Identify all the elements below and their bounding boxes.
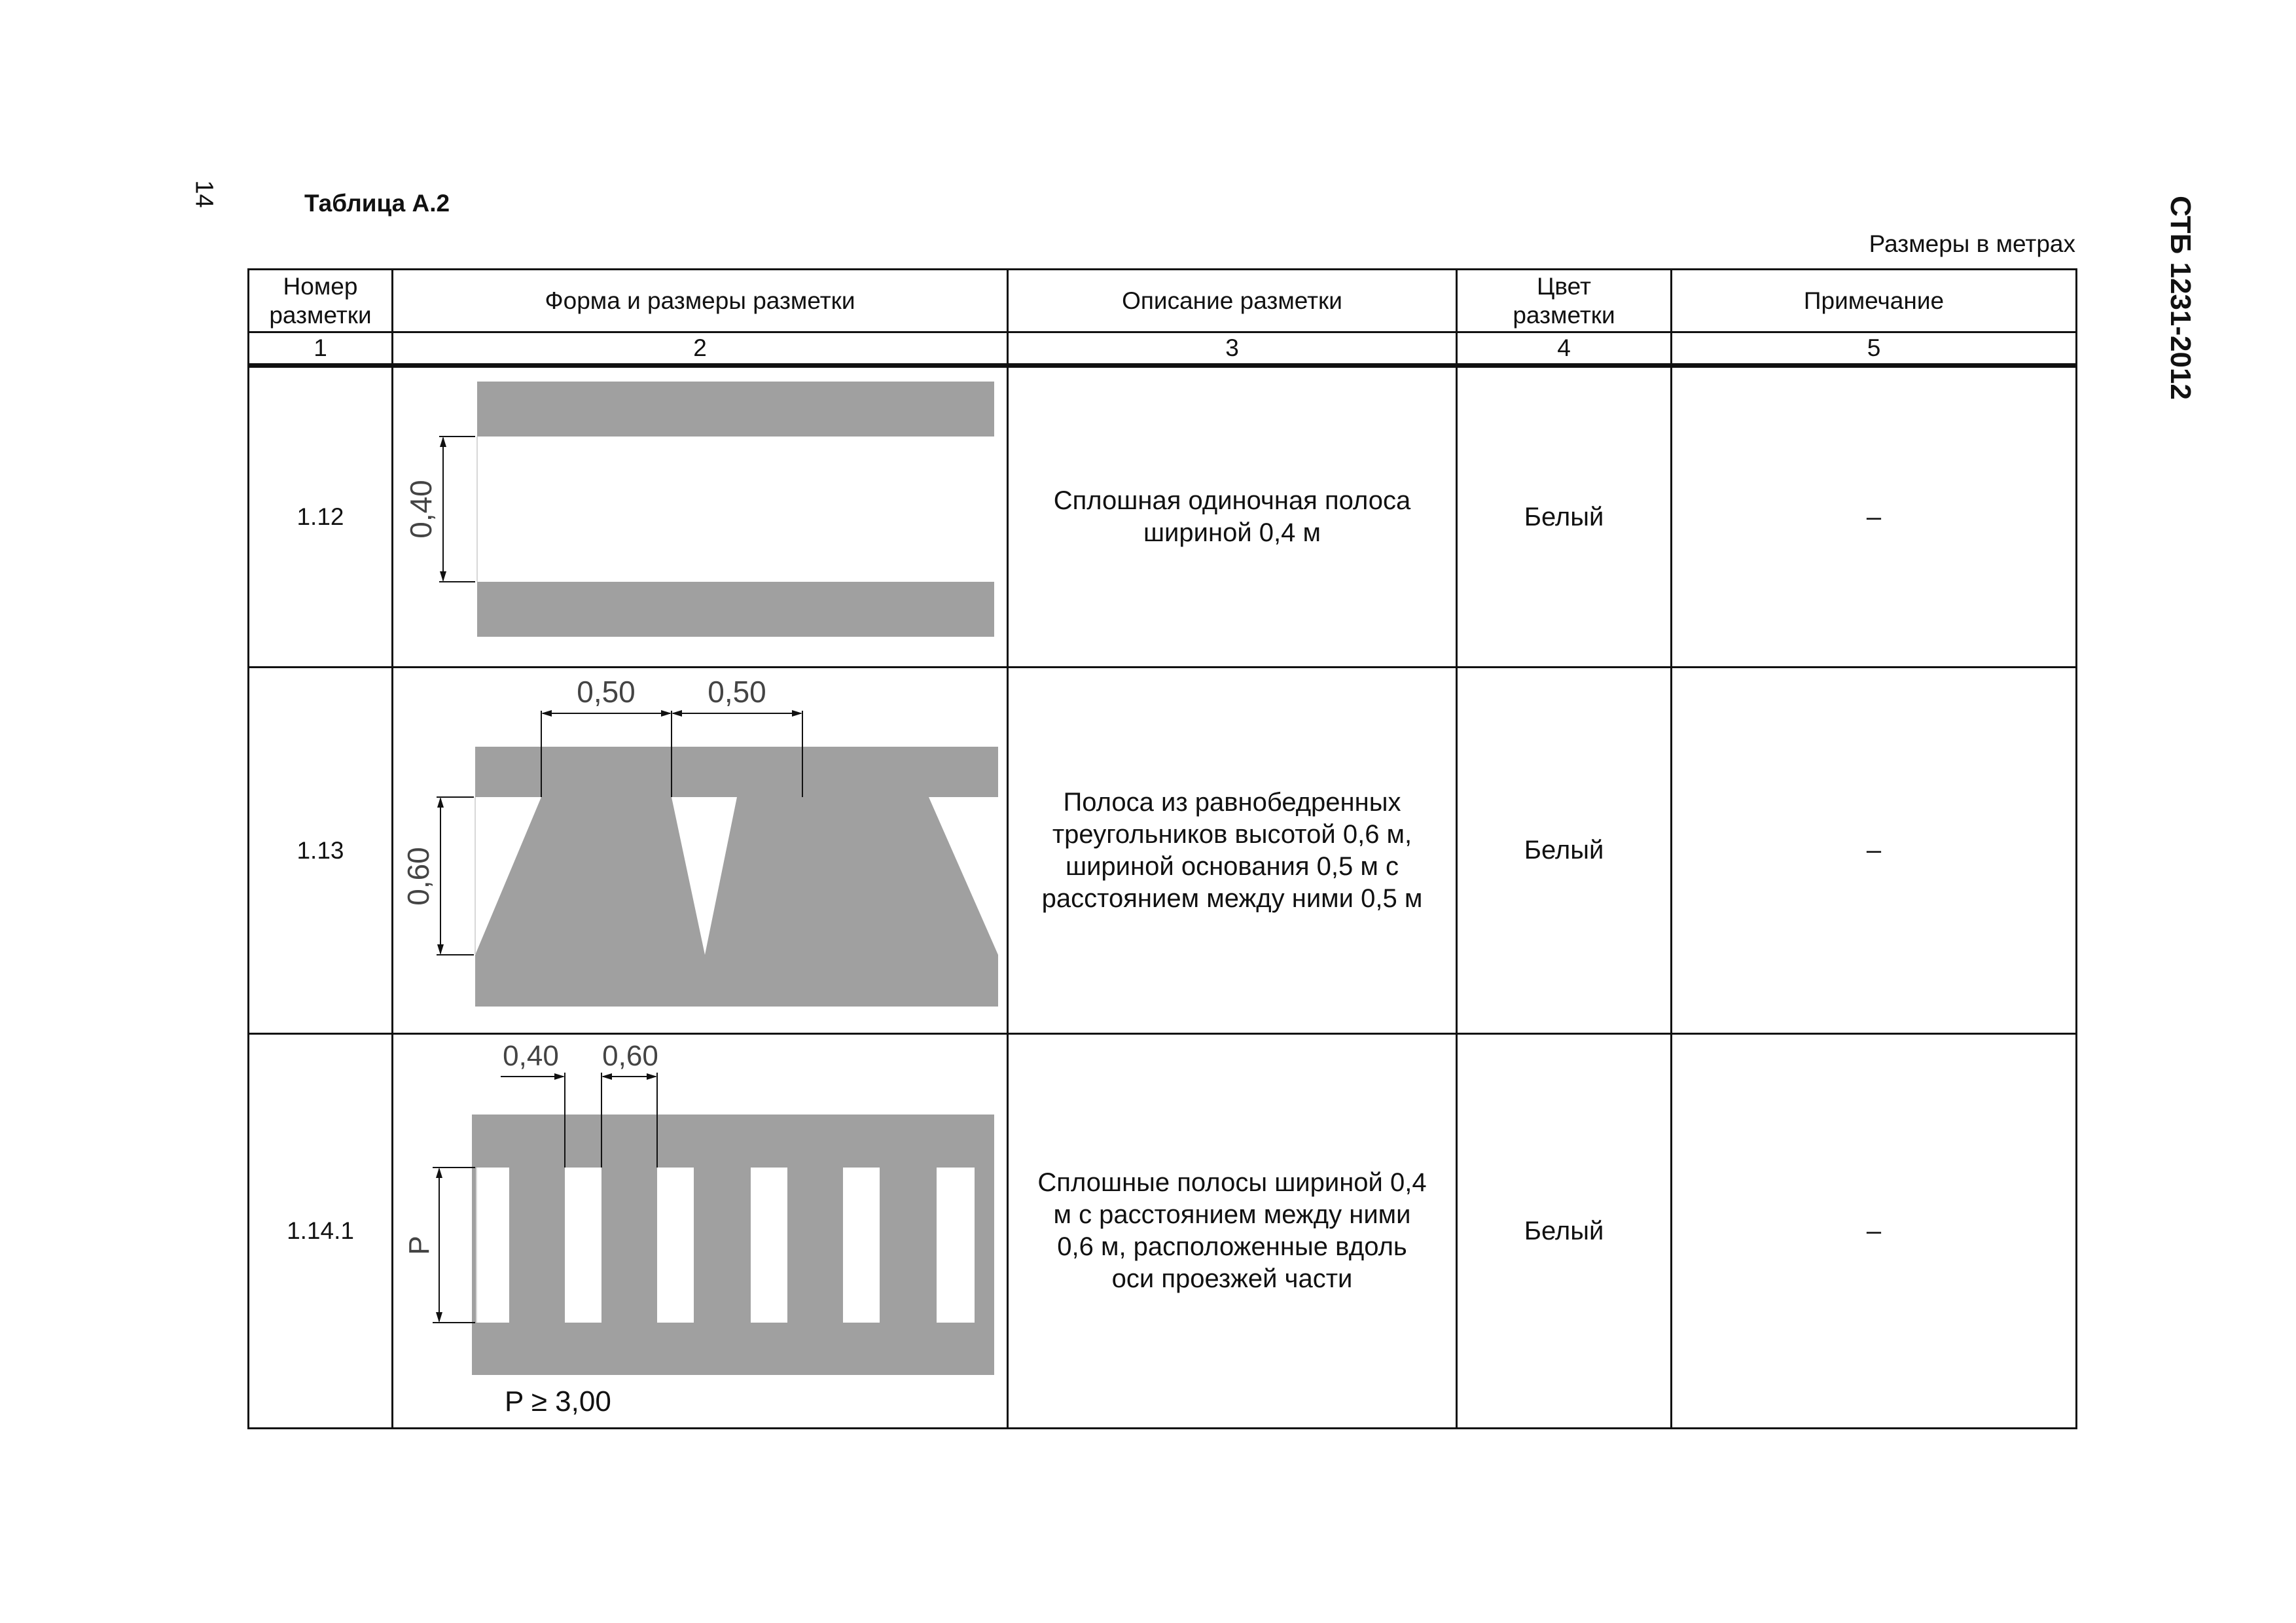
col-number: 4 xyxy=(1457,332,1672,366)
page-number: 14 xyxy=(190,180,218,208)
dimension-label: P xyxy=(403,1236,435,1255)
col-number: 5 xyxy=(1672,332,2077,366)
arrow-head xyxy=(541,710,552,717)
marking-table xyxy=(247,268,2077,1429)
marking-figure xyxy=(393,1034,1008,1429)
col-header-note: Примечание xyxy=(1672,270,2077,332)
marking-color: Белый xyxy=(1457,1034,1672,1429)
marking-figure xyxy=(393,668,1008,1034)
table-row xyxy=(249,1034,2077,1429)
road-band-top xyxy=(477,382,994,437)
dimension-label: 0,40 xyxy=(503,1040,559,1072)
marking-description: Сплошная одиночная полоса шириной 0,4 м xyxy=(1008,366,1457,668)
marking-number: 1.13 xyxy=(249,668,393,1034)
col-header-number: Номер разметки xyxy=(249,270,393,332)
marking-number: 1.14.1 xyxy=(249,1034,393,1429)
stripes-band xyxy=(472,1115,994,1375)
dimension-label: 0,50 xyxy=(577,675,636,709)
marking-number: 1.12 xyxy=(249,366,393,668)
col-header-color: Цвет разметки xyxy=(1457,270,1672,332)
single-line-figure xyxy=(393,368,1009,666)
arrow-head xyxy=(672,710,682,717)
marking-color: Белый xyxy=(1457,668,1672,1034)
arrow-head xyxy=(437,797,444,808)
arrow-head xyxy=(601,1073,612,1080)
dimension-label: 0,60 xyxy=(401,847,435,906)
marking-figure xyxy=(393,366,1008,668)
arrow-head xyxy=(436,1312,442,1323)
col-number: 2 xyxy=(393,332,1008,366)
col-number: 3 xyxy=(1008,332,1457,366)
arrow-head xyxy=(440,571,446,582)
arrow-head xyxy=(440,437,446,447)
arrow-head xyxy=(436,1168,442,1178)
marking-note: – xyxy=(1672,366,2077,668)
col-header-shape: Форма и размеры разметки xyxy=(393,270,1008,332)
table-row xyxy=(249,668,2077,1034)
arrow-head xyxy=(792,710,802,717)
table-row xyxy=(249,366,2077,668)
arrow-head xyxy=(437,944,444,955)
triangles-figure xyxy=(393,668,1009,1033)
table-title: Таблица А.2 xyxy=(304,190,450,217)
dimension-label: 0,40 xyxy=(404,480,438,539)
marking-description: Сплошные полосы шириной 0,4 м с расстоянием между ними 0,6 м, расположенные вдоль оси проезжей части xyxy=(1008,1034,1457,1429)
arrow-head xyxy=(661,710,672,717)
crossing-stripes-figure xyxy=(393,1035,1009,1427)
marking-note: – xyxy=(1672,1034,2077,1429)
units-note: Размеры в метрах xyxy=(1869,230,2075,257)
standard-id: СТБ 1231-2012 xyxy=(2164,196,2197,400)
col-header-description: Описание разметки xyxy=(1008,270,1457,332)
marking-description: Полоса из равнобедренных треугольников высотой 0,6 м, шириной основания 0,5 м с расстоянием между ними 0,5 м xyxy=(1008,668,1457,1034)
road-band-bottom xyxy=(477,582,994,637)
arrow-head xyxy=(554,1073,565,1080)
column-number-row xyxy=(249,332,2077,366)
triangle-band xyxy=(475,747,998,1007)
marking-color: Белый xyxy=(1457,366,1672,668)
header-row xyxy=(249,270,2077,332)
dimension-label: 0,60 xyxy=(602,1040,658,1072)
figure-caption: P ≥ 3,00 xyxy=(505,1385,611,1418)
col-number: 1 xyxy=(249,332,393,366)
dimension-label: 0,50 xyxy=(708,675,766,709)
arrow-head xyxy=(647,1073,657,1080)
marking-note: – xyxy=(1672,668,2077,1034)
